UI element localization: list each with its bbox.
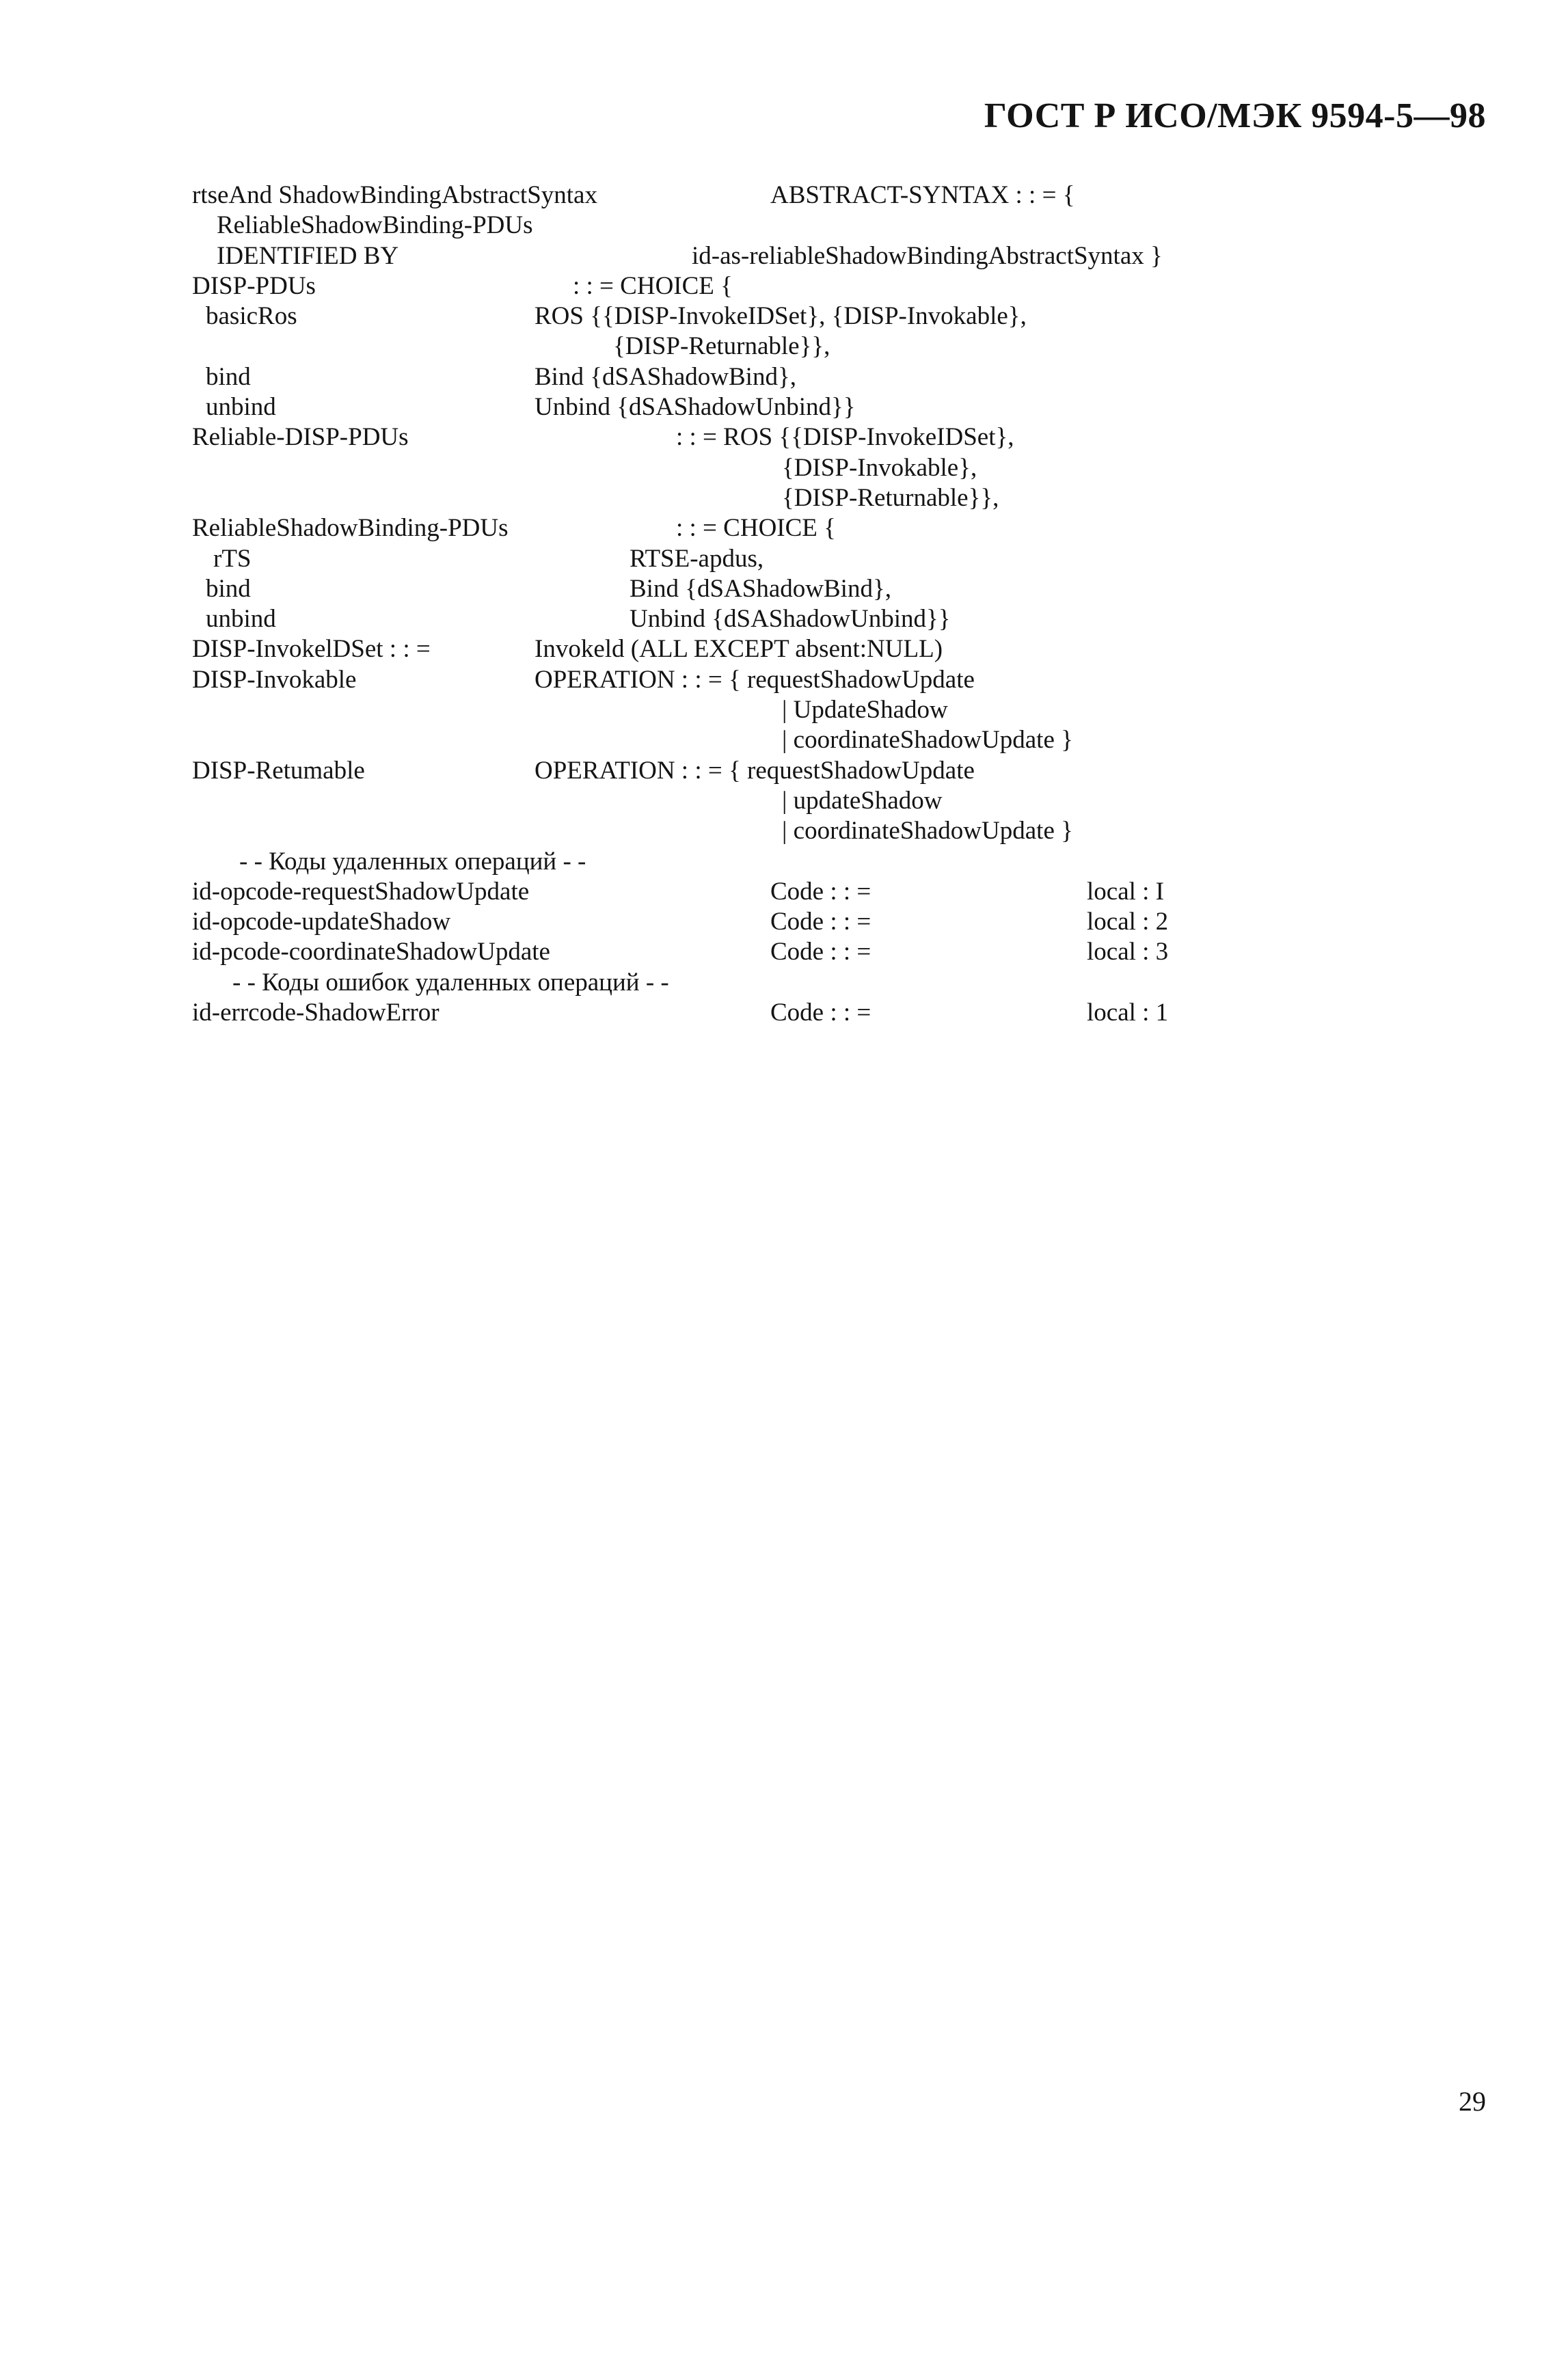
asn1-line-2-name: IDENTIFIED BY xyxy=(217,242,399,270)
asn1-line-24-name: id-opcode-updateShadow xyxy=(192,908,451,936)
asn1-line-3-name: DISP-PDUs xyxy=(192,272,316,300)
asn1-line-24-value: local : 2 xyxy=(1087,908,1169,936)
asn1-line-17-def: | UpdateShadow xyxy=(782,696,948,724)
asn1-line-25-type: Code : : = xyxy=(770,938,871,966)
asn1-line-16-def: OPERATION : : = { requestShadowUpdate xyxy=(535,666,975,694)
asn1-line-3-def: : : = CHOICE { xyxy=(573,272,733,300)
asn1-line-13-name: bind xyxy=(206,575,251,603)
asn1-line-6-name: bind xyxy=(206,363,251,391)
comment-remote-error-codes: - - Коды ошибок удаленных операций - - xyxy=(232,968,669,997)
asn1-line-8-name: Reliable-DISP-PDUs xyxy=(192,423,409,451)
asn1-line-15-def: Invokeld (ALL EXCEPT absent:NULL) xyxy=(535,635,943,663)
asn1-line-19-name: DISP-Retumable xyxy=(192,757,365,785)
asn1-line-27-name: id-errcode-ShadowError xyxy=(192,999,440,1027)
asn1-line-0-name: rtseAnd ShadowBindingAbstractSyntax xyxy=(192,181,597,209)
asn1-line-6-def: Bind {dSAShadowBind}, xyxy=(535,363,796,391)
asn1-line-18-def: | coordinateShadowUpdate } xyxy=(782,726,1073,754)
asn1-line-21-def: | coordinateShadowUpdate } xyxy=(782,817,1073,845)
comment-remote-operation-codes: - - Коды удаленных операций - - xyxy=(239,848,586,876)
asn1-line-7-name: unbind xyxy=(206,393,276,421)
asn1-line-14-def: Unbind {dSAShadowUnbind}} xyxy=(630,605,951,633)
asn1-line-23-type: Code : : = xyxy=(770,878,871,906)
asn1-line-2-value: id-as-reliableShadowBindingAbstractSyntax } xyxy=(692,242,1163,270)
asn1-line-7-def: Unbind {dSAShadowUnbind}} xyxy=(535,393,856,421)
asn1-line-4-def: ROS {{DISP-InvokeIDSet}, {DISP-Invokable}, xyxy=(535,302,1027,330)
asn1-line-5-def: {DISP-Returnable}}, xyxy=(613,332,830,360)
asn1-line-20-def: | updateShadow xyxy=(782,787,943,815)
asn1-line-15-name: DISP-InvokelDSet : : = xyxy=(192,635,431,663)
asn1-line-25-value: local : 3 xyxy=(1087,938,1169,966)
standard-header: ГОСТ Р ИСО/МЭК 9594-5—98 xyxy=(984,96,1486,135)
asn1-line-25-name: id-pcode-coordinateShadowUpdate xyxy=(192,938,550,966)
asn1-line-11-def: : : = CHOICE { xyxy=(676,514,836,542)
asn1-line-16-name: DISP-Invokable xyxy=(192,666,357,694)
asn1-line-27-type: Code : : = xyxy=(770,999,871,1027)
asn1-line-23-value: local : I xyxy=(1087,878,1165,906)
asn1-line-10-def: {DISP-Returnable}}, xyxy=(782,484,999,512)
asn1-line-23-name: id-opcode-requestShadowUpdate xyxy=(192,878,530,906)
asn1-line-19-def: OPERATION : : = { requestShadowUpdate xyxy=(535,757,975,785)
asn1-line-13-def: Bind {dSAShadowBind}, xyxy=(630,575,891,603)
asn1-line-14-name: unbind xyxy=(206,605,276,633)
asn1-line-1-name: ReliableShadowBinding-PDUs xyxy=(217,211,533,239)
asn1-line-8-def: : : = ROS {{DISP-InvokeIDSet}, xyxy=(676,423,1014,451)
asn1-line-24-type: Code : : = xyxy=(770,908,871,936)
page-number: 29 xyxy=(1459,2086,1486,2117)
asn1-line-12-def: RTSE-apdus, xyxy=(630,545,764,573)
asn1-line-9-def: {DISP-Invokable}, xyxy=(782,454,977,482)
asn1-line-0-type: ABSTRACT-SYNTAX : : = { xyxy=(770,181,1075,209)
asn1-line-12-name: rTS xyxy=(213,545,252,573)
asn1-line-11-name: ReliableShadowBinding-PDUs xyxy=(192,514,509,542)
asn1-line-4-name: basicRos xyxy=(206,302,297,330)
asn1-line-27-value: local : 1 xyxy=(1087,999,1169,1027)
